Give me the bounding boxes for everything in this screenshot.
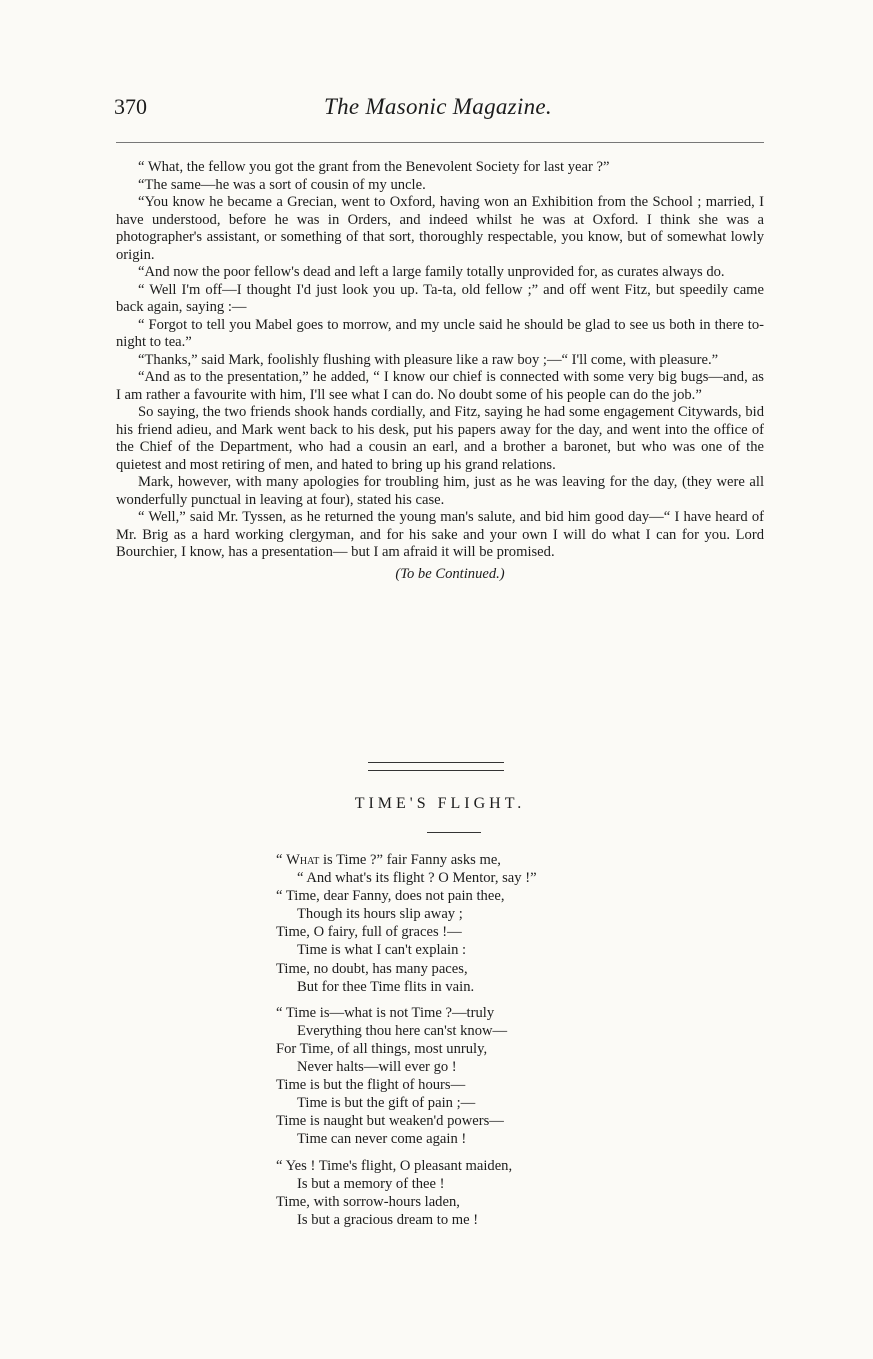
poem-line: Everything thou here can'st know—: [297, 1022, 508, 1039]
drop-word: What: [286, 852, 320, 868]
paragraph: Mark, however, with many apologies for troubling him, just as he was leaving for the day, (they were all wonderfully punctual in leaving at four), stated his case.: [116, 474, 764, 508]
header-rule: [116, 142, 764, 143]
story-continuation: [116, 159, 764, 583]
poem-title: TIME'S FLIGHT.: [354, 795, 526, 812]
poem-line: “ And what's its flight ? O Mentor, say !”: [297, 870, 537, 887]
paragraph: “The same—he was a sort of cousin of my uncle.: [138, 176, 426, 193]
paragraph: “And as to the presentation,” he added, “ I know our chief is connected with some very big bugs—and, as I am rather a favourite with him, I'll see what I can do. No doubt some of his people can do the job.”: [116, 369, 764, 403]
running-title: The Masonic Magazine.: [324, 94, 552, 119]
poem-line: Is but a memory of thee !: [297, 1175, 445, 1192]
poem-line: For Time, of all things, most unruly,: [276, 1040, 488, 1057]
title-rule: [427, 832, 481, 833]
paragraph: “You know he became a Grecian, went to Oxford, having won an Exhibition from the School ; married, I have understood, before he was in Orders, and indeed whilst he was at Oxford. I think she was a photographer's assistant, or something of that sort, thoroughly respectable, you know, but of somewhat lowly origin.: [116, 194, 764, 263]
poem-line: Time is but the gift of pain ;—: [297, 1095, 476, 1112]
poem-line: “ What is Time ?” fair Fanny asks me,: [276, 852, 501, 868]
poem-line: “ Yes ! Time's flight, O pleasant maiden,: [276, 1157, 513, 1174]
poem-line: Is but a gracious dream to me !: [297, 1211, 479, 1228]
page-number: 370: [114, 94, 147, 119]
paragraph: “ Forgot to tell you Mabel goes to morrow, and my uncle said he should be glad to see us both in there to-night to tea.”: [116, 316, 764, 350]
poem-line: Time, with sorrow-hours laden,: [276, 1193, 460, 1210]
poem-line: Time, no doubt, has many paces,: [276, 960, 468, 977]
poem-line: “ Time is—what is not Time ?—truly: [276, 1004, 495, 1021]
poem-body: [276, 851, 676, 1237]
paragraph: So saying, the two friends shook hands cordially, and Fitz, saying he had some engagement Citywards, bid his friend adieu, and Mark went back to his desk, put his papers away for the day, and went into the office of the Chief of the Department, who had a cousin an earl, and a brother a baronet, but who was one of the quietest and most retiring of men, and hated to bring up his grand relations.: [116, 404, 764, 473]
poem-line: Time is what I can't explain :: [297, 942, 467, 959]
stanza-2: [276, 1004, 676, 1149]
to-be-continued-note: (To be Continued.): [395, 565, 505, 582]
poem-line: “ Time, dear Fanny, does not pain thee,: [276, 888, 505, 905]
paragraph: “And now the poor fellow's dead and left a large family totally unprovided for, as curates always do.: [138, 264, 725, 280]
poem-line: Time, O fairy, full of graces !—: [276, 924, 462, 941]
poem-line: Time is naught but weaken'd powers—: [276, 1113, 504, 1130]
poem-line: Never halts—will ever go !: [297, 1059, 457, 1076]
paragraph: “Thanks,” said Mark, foolishly flushing with pleasure like a raw boy ;—“ I'll come, with pleasure.”: [138, 351, 719, 368]
stanza-1: [276, 851, 676, 996]
poem-line: But for thee Time flits in vain.: [297, 978, 475, 995]
page-header: [114, 94, 764, 126]
stanza-3: [276, 1157, 676, 1229]
poem-line: Time is but the flight of hours—: [276, 1077, 466, 1094]
poem-line: Time can never come again !: [297, 1131, 467, 1148]
poem-line: Though its hours slip away ;: [297, 906, 463, 923]
paragraph: “ Well I'm off—I thought I'd just look you up. Ta-ta, old fellow ;” and off went Fitz, but speedily came back again, saying :—: [116, 281, 764, 315]
paragraph: “ What, the fellow you got the grant from the Benevolent Society for last year ?”: [138, 159, 610, 175]
section-divider: [368, 762, 504, 771]
paragraph: “ Well,” said Mr. Tyssen, as he returned the young man's salute, and bid him good day—“ I have heard of Mr. Brig as a hard working clergyman, and for his sake and your own I will do what I can for you. Lord Bourchier, I know, has a presentation— but I am afraid it will be promised.: [116, 509, 764, 560]
